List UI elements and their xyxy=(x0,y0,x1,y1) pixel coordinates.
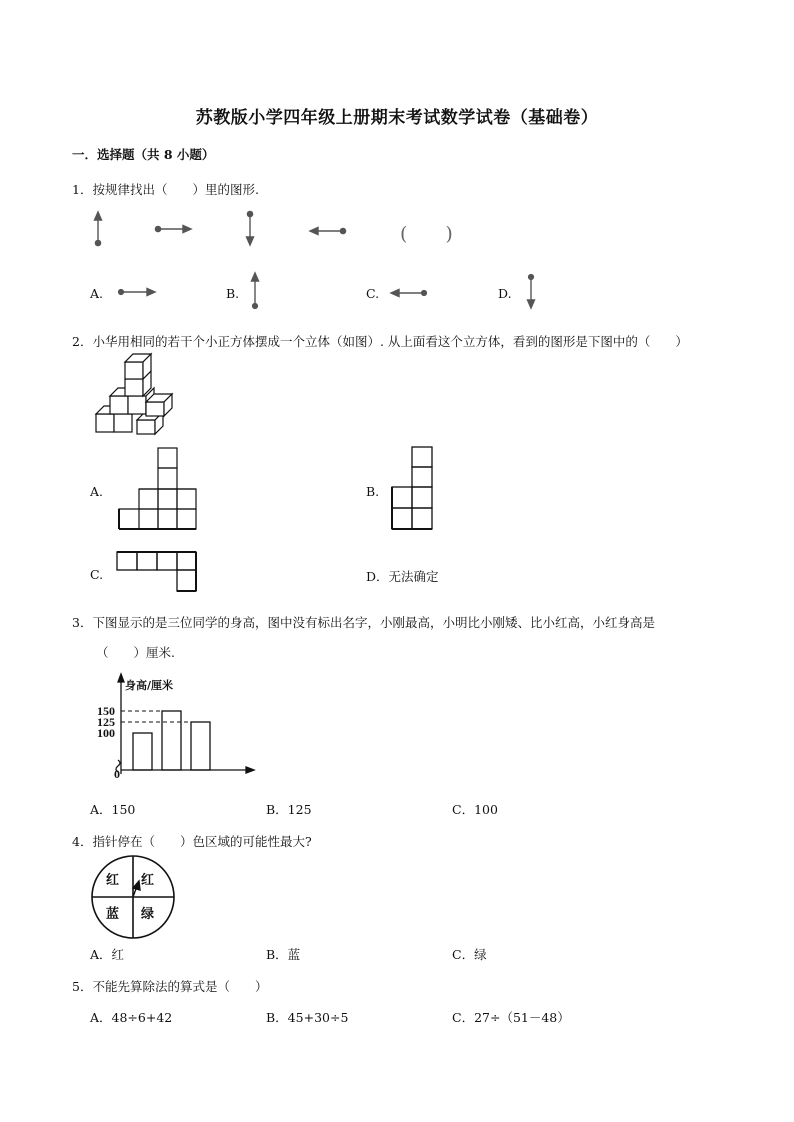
spinner-pointer-icon xyxy=(133,881,140,897)
q4-option-c[interactable]: C．绿 xyxy=(452,947,487,962)
section-heading: 一．选择题（共 8 小题） xyxy=(72,147,215,162)
q2-option-a[interactable]: A. xyxy=(90,484,104,499)
q5-option-a[interactable]: A．48÷6+42 xyxy=(90,1010,173,1025)
spinner-label-bottom-right: 绿 xyxy=(141,907,155,922)
spinner-label-bottom-left: 蓝 xyxy=(106,907,120,922)
q3-option-a[interactable]: A．150 xyxy=(90,802,136,817)
q4-option-a[interactable]: A．红 xyxy=(90,947,125,962)
spinner-label-top-left: 红 xyxy=(106,873,120,888)
q2-option-d[interactable]: D．无法确定 xyxy=(366,569,439,584)
page-title: 苏教版小学四年级上册期末考试数学试卷（基础卷） xyxy=(195,108,599,128)
y-tick-label: 0 xyxy=(114,767,120,781)
y-axis-label: 身高/厘米 xyxy=(125,679,174,692)
q2-option-c[interactable]: C. xyxy=(90,567,104,582)
y-tick-label: 100 xyxy=(97,726,115,740)
q1-option-a[interactable]: A. xyxy=(90,286,104,301)
question-1-text: 1．按规律找出（ ）里的图形. xyxy=(72,182,259,197)
spinner-label-top-right: 红 xyxy=(141,873,155,888)
question-4-text: 4．指针停在（ ）色区域的可能性最大? xyxy=(72,834,312,849)
q2-option-b[interactable]: B. xyxy=(366,484,380,499)
q5-option-b[interactable]: B．45+30÷5 xyxy=(266,1010,349,1025)
q4-option-b[interactable]: B．蓝 xyxy=(266,947,301,962)
y-tick-label: 125 xyxy=(97,715,115,729)
q3-option-b[interactable]: B．125 xyxy=(266,802,312,817)
q1-option-b[interactable]: B. xyxy=(226,286,240,301)
question-2-text: 2．小华用相同的若干个小正方体摆成一个立体（如图）. 从上面看这个立方体，看到的图形是下图中的（ ） xyxy=(72,334,688,349)
q5-option-c[interactable]: C．27÷（51－48） xyxy=(452,1010,570,1025)
q1-option-d[interactable]: D. xyxy=(498,286,512,301)
q1-answer-blank: ( ) xyxy=(400,223,453,245)
question-3-text: 3．下图显示的是三位同学的身高，图中没有标出名字，小刚最高，小明比小刚矮、比小红高，小红身高是 xyxy=(72,615,655,630)
question-5-text: 5．不能先算除法的算式是（ ） xyxy=(72,979,268,994)
q3-option-c[interactable]: C．100 xyxy=(452,802,498,817)
q1-option-c[interactable]: C. xyxy=(366,286,380,301)
y-tick-label: 150 xyxy=(97,704,115,718)
question-3-text-line2: （ ）厘米. xyxy=(96,645,175,660)
